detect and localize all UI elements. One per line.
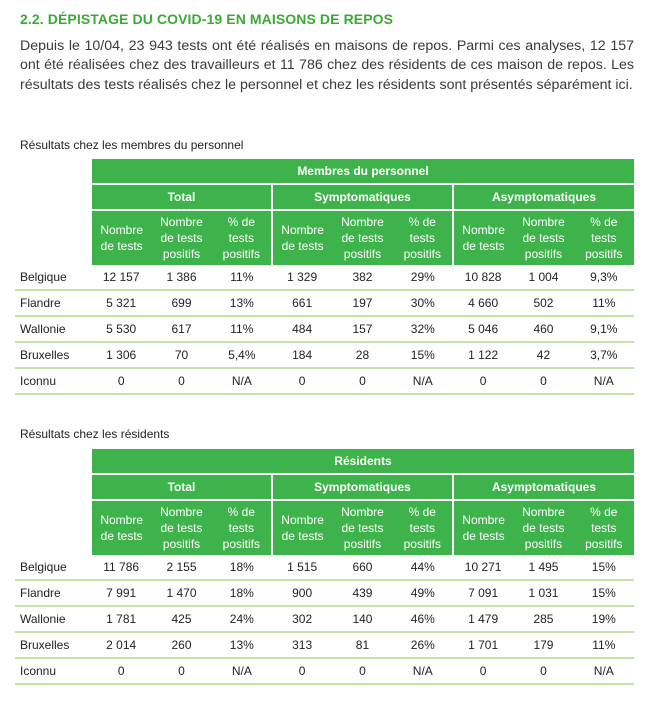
column-header-row	[15, 500, 634, 555]
table-title: Résidents	[91, 449, 634, 474]
column-header-line: positifs	[162, 537, 201, 551]
column-header-line: de tests	[341, 231, 384, 245]
data-cell: 0	[513, 368, 573, 394]
table-row	[15, 555, 634, 580]
data-cell: 46%	[393, 606, 453, 632]
column-header-line: Nombre	[100, 513, 143, 527]
column-header-line: Nombre	[462, 223, 505, 237]
data-cell: 184	[272, 342, 332, 368]
column-header-line: Nombre	[341, 215, 384, 229]
row-label: Wallonie	[15, 316, 91, 342]
data-cell: 7 091	[453, 580, 513, 606]
data-cell: 661	[272, 290, 332, 316]
corner-cell	[15, 210, 91, 265]
data-cell: 1 329	[272, 265, 332, 290]
column-header-line: % de	[227, 215, 255, 229]
column-header-line: Nombre	[160, 215, 203, 229]
column-header-line: positifs	[403, 247, 441, 261]
data-cell: 699	[151, 290, 211, 316]
data-cell: 1 701	[453, 632, 513, 658]
group-header: Total	[91, 184, 272, 210]
column-header-line: positifs	[585, 537, 623, 551]
data-cell: 13%	[212, 632, 272, 658]
data-cell: 1 495	[513, 555, 573, 580]
data-cell: 1 781	[91, 606, 151, 632]
data-cell: 382	[332, 265, 392, 290]
data-cell: 11%	[574, 290, 634, 316]
table-row	[15, 368, 634, 394]
data-cell: 11%	[212, 265, 272, 290]
table-row	[15, 580, 634, 606]
column-header-line: de tests	[341, 521, 384, 535]
data-cell: 15%	[393, 342, 453, 368]
data-cell: 179	[513, 632, 573, 658]
group-header: Total	[91, 474, 272, 500]
title-row	[15, 449, 634, 474]
data-cell: 460	[513, 316, 573, 342]
data-cell: 484	[272, 316, 332, 342]
corner-cell	[15, 159, 91, 184]
column-header-line: positifs	[524, 247, 563, 261]
data-cell: 9,1%	[574, 316, 634, 342]
table-row	[15, 342, 634, 368]
data-cell: 7 991	[91, 580, 151, 606]
column-header-line: positifs	[343, 247, 382, 261]
data-cell: 0	[272, 368, 332, 394]
data-cell: 5 321	[91, 290, 151, 316]
column-header	[574, 500, 634, 555]
column-header-line: % de	[590, 215, 618, 229]
column-header-line: % de	[590, 505, 618, 519]
data-cell: 26%	[393, 632, 453, 658]
data-cell: 49%	[393, 580, 453, 606]
column-header-line: Nombre	[522, 505, 565, 519]
data-cell: 11%	[212, 316, 272, 342]
group-header-row	[15, 474, 634, 500]
group-header: Asymptomatiques	[453, 184, 634, 210]
column-header-line: Nombre	[462, 513, 505, 527]
data-cell: 1 479	[453, 606, 513, 632]
data-cell: 285	[513, 606, 573, 632]
column-header	[453, 210, 513, 265]
data-cell: 0	[91, 368, 151, 394]
data-cell: 70	[151, 342, 211, 368]
row-label: Flandre	[15, 580, 91, 606]
residents-table-caption: Résultats chez les résidents	[20, 427, 170, 441]
column-header-line: tests	[409, 231, 435, 245]
data-cell: 0	[453, 658, 513, 684]
table-row	[15, 658, 634, 684]
column-header-line: positifs	[222, 247, 260, 261]
data-cell: 660	[332, 555, 392, 580]
data-cell: 0	[272, 658, 332, 684]
data-cell: 5,4%	[212, 342, 272, 368]
column-header-line: de tests	[160, 521, 203, 535]
column-header	[272, 210, 332, 265]
corner-cell	[15, 449, 91, 474]
column-header-line: de tests	[160, 231, 203, 245]
column-header-line: de tests	[522, 231, 565, 245]
column-header-line: tests	[409, 521, 435, 535]
data-cell: 313	[272, 632, 332, 658]
data-cell: 439	[332, 580, 392, 606]
data-cell: N/A	[574, 368, 634, 394]
section-heading: 2.2. DÉPISTAGE DU COVID-19 EN MAISONS DE REPOS	[20, 11, 394, 27]
data-cell: 425	[151, 606, 211, 632]
column-header-line: Nombre	[100, 223, 143, 237]
column-header-line: de tests	[100, 239, 143, 253]
column-header-line: positifs	[403, 537, 441, 551]
corner-cell	[15, 500, 91, 555]
data-cell: 157	[332, 316, 392, 342]
row-label: Iconnu	[15, 368, 91, 394]
data-cell: 30%	[393, 290, 453, 316]
column-header-line: % de	[408, 505, 436, 519]
data-cell: N/A	[574, 658, 634, 684]
column-header-line: tests	[228, 231, 254, 245]
data-cell: 5 530	[91, 316, 151, 342]
data-cell: 0	[91, 658, 151, 684]
group-header: Symptomatiques	[272, 474, 453, 500]
column-header-line: positifs	[524, 537, 563, 551]
data-cell: 617	[151, 316, 211, 342]
data-cell: 1 004	[513, 265, 573, 290]
data-cell: 1 306	[91, 342, 151, 368]
data-cell: 1 386	[151, 265, 211, 290]
row-label: Iconnu	[15, 658, 91, 684]
table-title: Membres du personnel	[91, 159, 634, 184]
column-header	[393, 500, 453, 555]
title-row	[15, 159, 634, 184]
data-cell: 81	[332, 632, 392, 658]
data-cell: 19%	[574, 606, 634, 632]
column-header	[513, 500, 573, 555]
column-header-line: positifs	[343, 537, 382, 551]
row-label: Bruxelles	[15, 632, 91, 658]
column-header-line: tests	[591, 231, 617, 245]
column-header-line: positifs	[222, 537, 260, 551]
data-cell: 2 014	[91, 632, 151, 658]
data-cell: 302	[272, 606, 332, 632]
data-cell: 1 470	[151, 580, 211, 606]
column-header	[151, 210, 211, 265]
data-cell: 15%	[574, 555, 634, 580]
data-cell: 197	[332, 290, 392, 316]
data-cell: 12 157	[91, 265, 151, 290]
data-cell: 140	[332, 606, 392, 632]
table-row	[15, 265, 634, 290]
column-header-line: % de	[408, 215, 436, 229]
column-header-line: Nombre	[160, 505, 203, 519]
table-row	[15, 606, 634, 632]
data-cell: 32%	[393, 316, 453, 342]
data-cell: 10 828	[453, 265, 513, 290]
row-label: Flandre	[15, 290, 91, 316]
data-cell: 3,7%	[574, 342, 634, 368]
data-cell: 260	[151, 632, 211, 658]
data-cell: 11%	[574, 632, 634, 658]
group-header: Symptomatiques	[272, 184, 453, 210]
group-header: Asymptomatiques	[453, 474, 634, 500]
data-cell: 0	[513, 658, 573, 684]
intro-paragraph: Depuis le 10/04, 23 943 tests ont été réalisés en maisons de repos. Parmi ces analyses, 12 157 ont été réalisées chez des travailleurs et 11 786 chez des résidents de ces maison de repos. Les résultats des tests réalisés chez le personnel et chez les résidents sont présentés séparément ici.	[20, 38, 634, 93]
column-header	[151, 500, 211, 555]
data-cell: 10 271	[453, 555, 513, 580]
column-header	[91, 500, 151, 555]
column-header	[212, 500, 272, 555]
column-header-line: tests	[591, 521, 617, 535]
corner-cell	[15, 184, 91, 210]
row-label: Belgique	[15, 555, 91, 580]
data-cell: 29%	[393, 265, 453, 290]
group-header-row	[15, 184, 634, 210]
column-header-line: de tests	[522, 521, 565, 535]
data-cell: 502	[513, 290, 573, 316]
data-cell: 42	[513, 342, 573, 368]
column-header	[393, 210, 453, 265]
data-cell: 13%	[212, 290, 272, 316]
data-cell: 1 515	[272, 555, 332, 580]
data-cell: 0	[151, 658, 211, 684]
data-cell: 18%	[212, 555, 272, 580]
data-cell: N/A	[393, 368, 453, 394]
row-label: Wallonie	[15, 606, 91, 632]
data-cell: 2 155	[151, 555, 211, 580]
data-cell: 1 031	[513, 580, 573, 606]
corner-cell	[15, 474, 91, 500]
table-row	[15, 632, 634, 658]
row-label: Belgique	[15, 265, 91, 290]
column-header-line: positifs	[162, 247, 201, 261]
column-header-row	[15, 210, 634, 265]
data-cell: 5 046	[453, 316, 513, 342]
column-header-line: de tests	[462, 239, 505, 253]
data-cell: 0	[453, 368, 513, 394]
column-header	[574, 210, 634, 265]
column-header-line: Nombre	[281, 513, 324, 527]
column-header-line: de tests	[281, 529, 324, 543]
column-header-line: tests	[228, 521, 254, 535]
column-header-line: Nombre	[281, 223, 324, 237]
staff-results-table	[15, 159, 634, 395]
column-header	[272, 500, 332, 555]
column-header	[453, 500, 513, 555]
column-header-line: % de	[227, 505, 255, 519]
data-cell: 11 786	[91, 555, 151, 580]
data-cell: N/A	[212, 368, 272, 394]
data-cell: N/A	[393, 658, 453, 684]
column-header-line: positifs	[585, 247, 623, 261]
data-cell: 0	[151, 368, 211, 394]
data-cell: 44%	[393, 555, 453, 580]
column-header-line: Nombre	[341, 505, 384, 519]
data-cell: 0	[332, 658, 392, 684]
column-header	[91, 210, 151, 265]
data-cell: 15%	[574, 580, 634, 606]
data-cell: 24%	[212, 606, 272, 632]
staff-table-caption: Résultats chez les membres du personnel	[20, 138, 244, 152]
data-cell: N/A	[212, 658, 272, 684]
column-header	[332, 210, 392, 265]
table-row	[15, 290, 634, 316]
column-header-line: de tests	[462, 529, 505, 543]
data-cell: 18%	[212, 580, 272, 606]
row-label: Bruxelles	[15, 342, 91, 368]
data-cell: 1 122	[453, 342, 513, 368]
column-header-line: Nombre	[522, 215, 565, 229]
column-header	[212, 210, 272, 265]
column-header	[332, 500, 392, 555]
data-cell: 28	[332, 342, 392, 368]
residents-results-table	[15, 449, 634, 685]
column-header	[513, 210, 573, 265]
column-header-line: de tests	[100, 529, 143, 543]
data-cell: 900	[272, 580, 332, 606]
table-row	[15, 316, 634, 342]
column-header-line: de tests	[281, 239, 324, 253]
data-cell: 4 660	[453, 290, 513, 316]
data-cell: 0	[332, 368, 392, 394]
data-cell: 9,3%	[574, 265, 634, 290]
